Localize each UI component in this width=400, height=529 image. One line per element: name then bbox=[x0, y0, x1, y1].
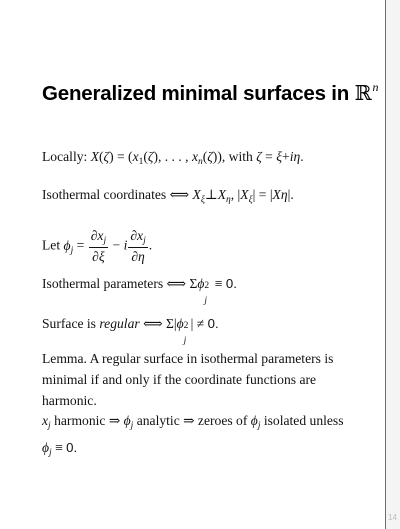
page-edge-shade bbox=[386, 0, 400, 529]
page-edge-rule bbox=[385, 0, 386, 529]
conclusion-zeroes: zeroes of bbox=[194, 413, 251, 428]
isothermal-parameters-rhs: 0. bbox=[225, 276, 237, 291]
isothermal-parameters-line: Isothermal parameters ⟺ Σϕ 2 j ≡ 0. bbox=[42, 276, 237, 306]
let-prefix: Let bbox=[42, 237, 61, 253]
conclusion-analytic: analytic bbox=[133, 413, 184, 428]
space-dimension: n bbox=[372, 80, 379, 94]
with-word: with bbox=[228, 149, 253, 164]
lemma-paragraph: Lemma. A regular surface in isothermal parameters is minimal if and only if the coordinate functions are harmonic. bbox=[42, 351, 334, 408]
real-space-symbol: ℝ bbox=[354, 81, 372, 105]
let-phi-line: Let $\phi_j$ = $\frac{\partial x_j}{\partial\xi}$ − i $\frac{\partial x_j}{\partial\eta}$ . bbox=[42, 228, 153, 264]
isothermal-parameters-label: Isothermal parameters bbox=[42, 276, 164, 291]
partial-xi-fraction: $\frac{\partial x_j}{\partial\xi}$ bbox=[90, 228, 107, 264]
regular-word: regular bbox=[99, 316, 140, 331]
conclusion-isolated: isolated unless bbox=[260, 413, 344, 428]
regular-surface-line: Surface is regular ⟺ Σ|ϕ 2 j | ≠ 0. bbox=[42, 316, 219, 346]
page-number: 14 bbox=[388, 513, 397, 522]
title-text: Generalized minimal surfaces in bbox=[42, 82, 355, 105]
locally-prefix: Locally: bbox=[42, 149, 91, 164]
conclusion-tail: 0. bbox=[66, 440, 78, 455]
slide-title bbox=[42, 80, 378, 106]
regular-rhs: 0. bbox=[207, 316, 219, 331]
conclusion-paragraph: $x_j$ harmonic ⇒ $\phi_j$ analytic ⇒ zeroes of $\phi_j$ isolated unless $\phi_j \equiv 0$. bbox=[42, 413, 344, 458]
conclusion-harmonic: harmonic bbox=[50, 413, 109, 428]
regular-prefix: Surface is bbox=[42, 316, 100, 331]
isothermal-coordinates-line: Isothermal coordinates ⟺ $X_\xi\perp X_\eta$, $|X_\xi| = |X\eta|$. bbox=[42, 187, 294, 205]
locally-line: Locally: $X(\zeta) = (x_1(\zeta)$, . . . , $x_n(\zeta)$), with ζ = ξ+iη. bbox=[42, 149, 304, 167]
partial-eta-fraction: $\frac{\partial x_j}{\partial\eta}$ bbox=[130, 228, 146, 264]
isothermal-coordinates-label: Isothermal coordinates bbox=[42, 187, 167, 202]
